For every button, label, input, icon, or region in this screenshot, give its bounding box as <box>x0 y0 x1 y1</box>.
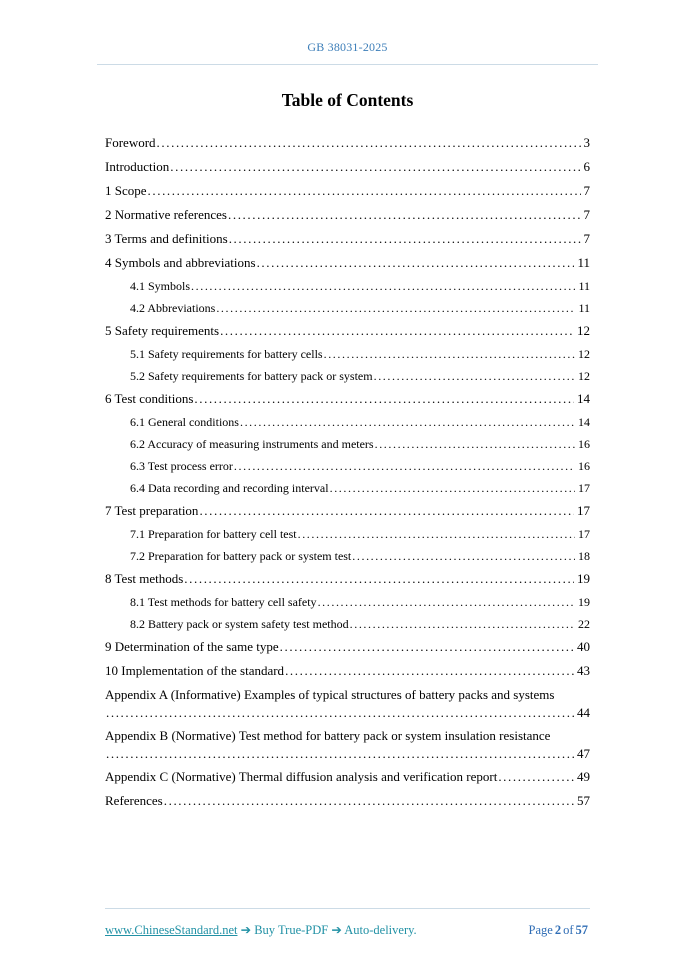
toc-entry-label: 8.2 Battery pack or system safety test method <box>130 617 349 631</box>
toc-dot-leader <box>234 458 575 474</box>
toc-entry <box>105 368 590 384</box>
toc-dot-leader <box>199 502 574 520</box>
toc-entry <box>105 502 590 520</box>
toc-entry <box>105 182 590 200</box>
toc-entry <box>105 638 590 656</box>
toc-page-number: 12 <box>578 369 590 383</box>
toc-page-number: 43 <box>577 663 590 678</box>
toc-entry <box>105 230 590 248</box>
toc-entry-label: 6.4 Data recording and recording interval <box>130 481 329 495</box>
toc-page-number: 19 <box>577 571 590 586</box>
toc-dot-leader <box>148 182 581 200</box>
toc-page-number: 57 <box>577 793 590 808</box>
toc-dot-leader <box>280 638 574 656</box>
toc-dot-leader <box>318 594 575 610</box>
toc-dot-leader <box>285 662 574 680</box>
toc-page-number: 16 <box>578 459 590 473</box>
toc-dot-leader <box>216 300 575 316</box>
footer-tagline: ➔ Buy True-PDF ➔ Auto-delivery. <box>240 923 417 937</box>
toc-page-number: 17 <box>577 503 590 518</box>
toc-dot-leader <box>374 368 575 384</box>
toc-dot-leader <box>298 526 575 542</box>
toc-page-number: 11 <box>578 279 590 293</box>
toc-page-number: 12 <box>577 323 590 338</box>
toc-entry <box>105 346 590 362</box>
toc-dot-leader <box>170 158 580 176</box>
toc-page-number: 6 <box>583 159 590 174</box>
toc-page-number: 22 <box>578 617 590 631</box>
toc-entry <box>105 480 590 496</box>
toc-entry <box>105 300 590 316</box>
toc-entry-label: 4.1 Symbols <box>130 279 191 293</box>
toc-dot-leader <box>257 254 575 272</box>
toc-entry <box>105 134 590 152</box>
table-of-contents <box>105 134 590 810</box>
toc-page-number: 12 <box>578 347 590 361</box>
toc-page-number: 18 <box>578 549 590 563</box>
footer-branding <box>105 922 417 938</box>
toc-entry-label: 6.3 Test process error <box>130 459 233 473</box>
toc-entry-label: References <box>105 793 163 808</box>
toc-dot-leader <box>106 745 574 762</box>
toc-entry-label: 5.2 Safety requirements for battery pack or system <box>130 369 373 383</box>
toc-entry <box>105 594 590 610</box>
toc-entry-label: 7 Test preparation <box>105 503 199 518</box>
website-link[interactable]: www.ChineseStandard.net <box>105 923 238 937</box>
total-pages: 57 <box>575 923 588 937</box>
toc-dot-leader <box>240 414 575 430</box>
toc-entry-label: Appendix B (Normative) Test method for battery pack or system insulation resistance <box>105 728 551 743</box>
page-footer <box>105 908 590 938</box>
toc-entry <box>105 727 590 762</box>
toc-entry <box>105 322 590 340</box>
toc-entry-label: 4.2 Abbreviations <box>130 301 216 315</box>
toc-entry <box>105 792 590 810</box>
toc-entry-label: 9 Determination of the same type <box>105 639 279 654</box>
toc-entry <box>105 548 590 564</box>
toc-entry-label: Appendix A (Informative) Examples of typical structures of battery packs and systems <box>105 687 555 702</box>
toc-page-number: 7 <box>583 231 590 246</box>
toc-entry-label: 7.2 Preparation for battery pack or system test <box>130 549 352 563</box>
toc-page-number: 16 <box>578 437 590 451</box>
toc-dot-leader <box>184 570 574 588</box>
page-indicator <box>529 923 590 938</box>
toc-page-number: 14 <box>578 415 590 429</box>
toc-page-number: 3 <box>583 135 590 150</box>
toc-dot-leader <box>229 230 581 248</box>
toc-dot-leader <box>220 322 574 340</box>
toc-dot-leader <box>194 390 574 408</box>
toc-entry <box>105 254 590 272</box>
toc-entry-label: 1 Scope <box>105 183 147 198</box>
toc-entry-label: Introduction <box>105 159 170 174</box>
toc-entry-label: 6.2 Accuracy of measuring instruments and meters <box>130 437 374 451</box>
toc-entry-label: 10 Implementation of the standard <box>105 663 285 678</box>
current-page-number: 2 <box>554 923 562 937</box>
toc-entry-label: 8.1 Test methods for battery cell safety <box>130 595 317 609</box>
toc-page-number: 7 <box>583 183 590 198</box>
page-header <box>105 0 590 65</box>
toc-entry <box>105 436 590 452</box>
toc-entry-label: Foreword <box>105 135 156 150</box>
toc-entry-label: 7.1 Preparation for battery cell test <box>130 527 297 541</box>
toc-entry-label: 5 Safety requirements <box>105 323 220 338</box>
of-label: of <box>563 923 574 937</box>
toc-entry <box>105 526 590 542</box>
page-label: Page <box>528 923 553 937</box>
toc-page-number: 14 <box>577 391 590 406</box>
toc-dot-leader <box>324 346 575 362</box>
toc-entry <box>105 570 590 588</box>
toc-dot-leader <box>106 704 574 721</box>
toc-dot-leader <box>350 616 575 632</box>
toc-entry-label: 4 Symbols and abbreviations <box>105 255 256 270</box>
toc-entry <box>105 414 590 430</box>
toc-entry <box>105 616 590 632</box>
toc-page-number: 19 <box>578 595 590 609</box>
toc-page-number: 11 <box>577 255 590 270</box>
toc-page-number: 49 <box>577 769 590 784</box>
toc-page-number: 17 <box>578 481 590 495</box>
toc-dot-leader <box>330 480 575 496</box>
toc-page-number: 47 <box>577 746 590 761</box>
document-number: GB 38031-2025 <box>307 40 388 54</box>
toc-dot-leader <box>498 768 574 786</box>
toc-entry <box>105 158 590 176</box>
toc-dot-leader <box>228 206 581 224</box>
toc-entry-label: 5.1 Safety requirements for battery cells <box>130 347 323 361</box>
toc-entry-label: 6 Test conditions <box>105 391 194 406</box>
page-title: Table of Contents <box>281 90 414 110</box>
toc-entry <box>105 390 590 408</box>
toc-entry <box>105 458 590 474</box>
toc-entry-label: 2 Normative references <box>105 207 227 222</box>
toc-dot-leader <box>164 792 574 810</box>
toc-dot-leader <box>191 278 575 294</box>
toc-entry <box>105 686 590 721</box>
toc-page-number: 44 <box>577 705 590 720</box>
toc-entry <box>105 768 590 786</box>
toc-page-number: 11 <box>578 301 590 315</box>
toc-entry <box>105 662 590 680</box>
toc-entry-label: 6.1 General conditions <box>130 415 239 429</box>
toc-page-number: 7 <box>583 207 590 222</box>
toc-dot-leader <box>352 548 575 564</box>
toc-entry <box>105 278 590 294</box>
header-divider <box>97 64 598 65</box>
toc-entry-label: Appendix C (Normative) Thermal diffusion analysis and verification report <box>105 769 498 784</box>
toc-page-number: 17 <box>578 527 590 541</box>
toc-entry <box>105 206 590 224</box>
toc-entry-label: 8 Test methods <box>105 571 184 586</box>
toc-dot-leader <box>375 436 575 452</box>
toc-dot-leader <box>157 134 581 152</box>
toc-page-number: 40 <box>577 639 590 654</box>
toc-entry-label: 3 Terms and definitions <box>105 231 228 246</box>
